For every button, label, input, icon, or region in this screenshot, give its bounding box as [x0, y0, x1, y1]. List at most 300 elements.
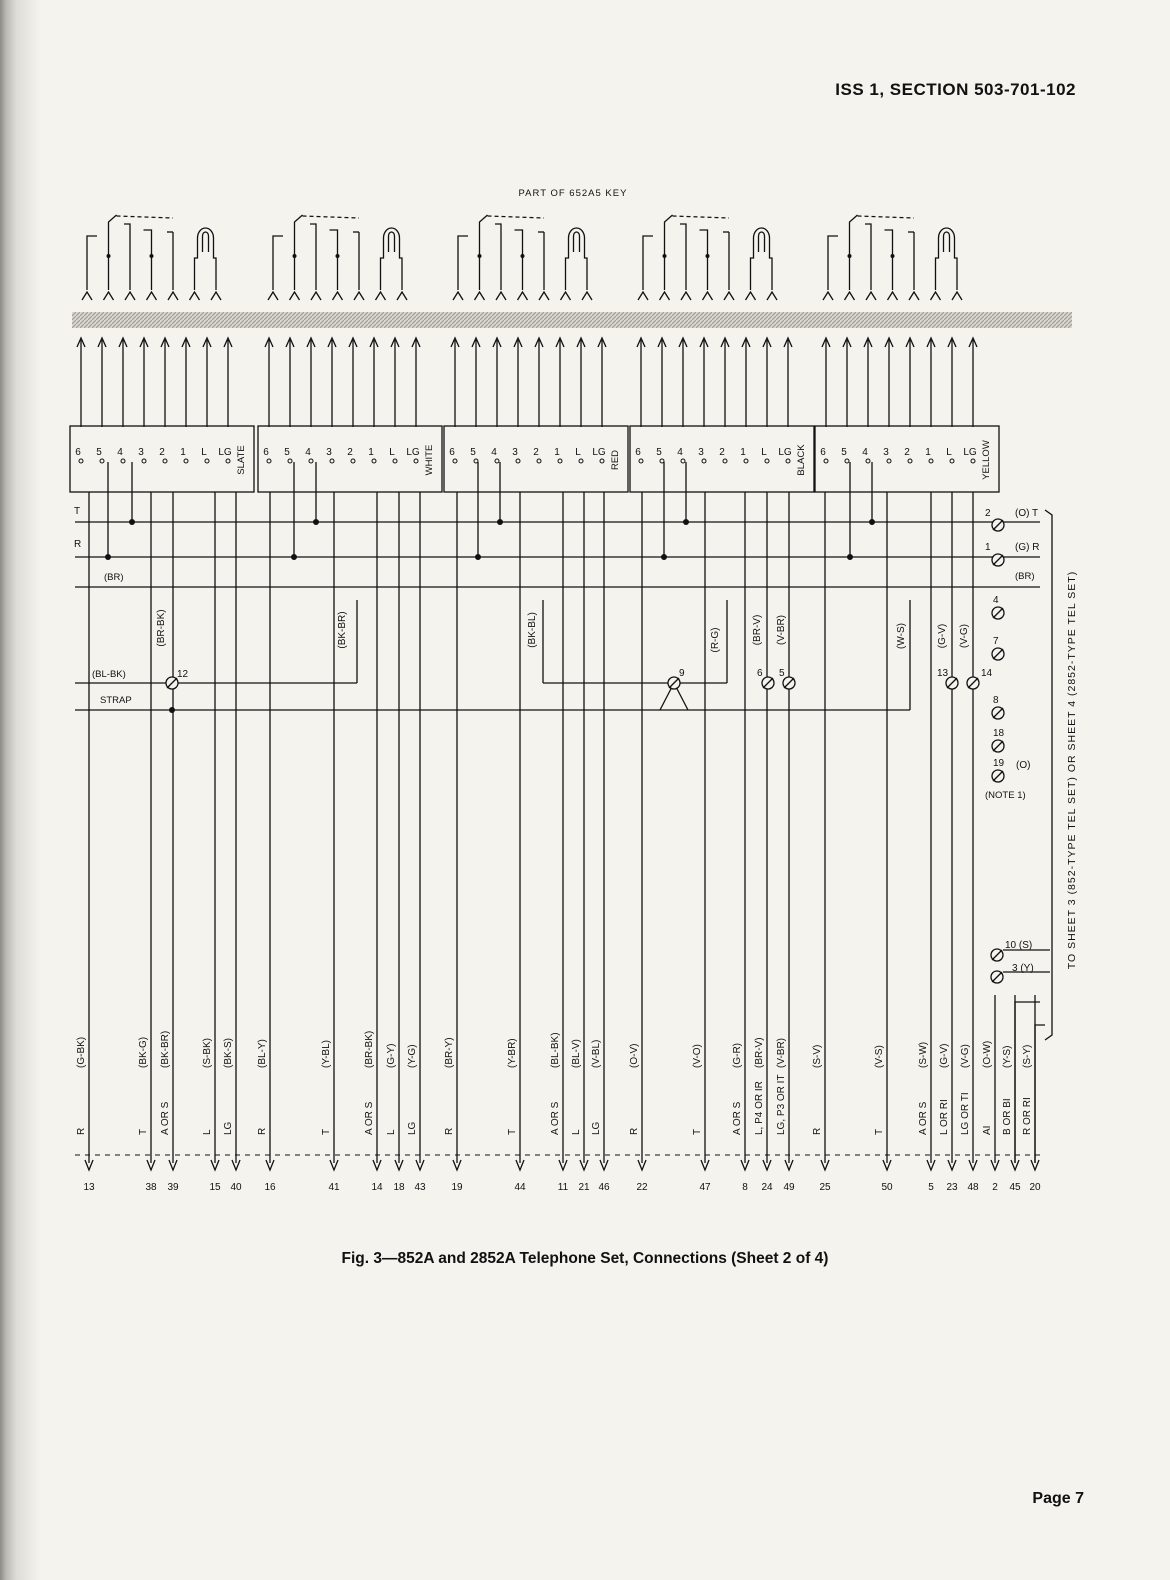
- post-label: 14: [981, 668, 993, 679]
- spring-contact-dot: [336, 254, 340, 258]
- key-actuator-dashed: [488, 216, 545, 218]
- post-label: 10 (S): [1005, 940, 1033, 951]
- terminal-number: 3: [883, 447, 889, 458]
- terminal-number: 1: [368, 447, 374, 458]
- wire-color-label: (S-V): [812, 1044, 823, 1068]
- bus-label-r: R: [74, 539, 82, 550]
- terminal-number: 2: [904, 447, 910, 458]
- wire-color-label: (BK-G): [138, 1036, 149, 1068]
- key-spring: [124, 224, 130, 290]
- terminal-number: 5: [96, 447, 102, 458]
- terminal-number: 6: [635, 447, 641, 458]
- terminal-number: L: [201, 447, 207, 458]
- wire-color-label: (Y-G): [407, 1044, 418, 1068]
- lamp-filament: [759, 232, 765, 252]
- wire-lead-label: LG: [407, 1121, 418, 1135]
- wire-number: 23: [946, 1182, 958, 1193]
- terminal-number: 3: [698, 447, 704, 458]
- terminal-number: LG: [778, 447, 792, 458]
- post-label: 4: [993, 595, 999, 606]
- terminal-lug: [163, 459, 167, 463]
- wire-lead-label: A OR S: [364, 1101, 375, 1135]
- terminal-number: L: [946, 447, 952, 458]
- wire-color-label: (S-Y): [1022, 1044, 1033, 1068]
- wire-number: 41: [328, 1182, 340, 1193]
- wire-lead-label: L: [202, 1129, 213, 1135]
- wire-lead-label: B OR BI: [1002, 1098, 1013, 1135]
- key-actuator-dashed: [673, 216, 730, 218]
- wire-color-label: (V-O): [692, 1044, 703, 1068]
- terminal-block: [630, 426, 814, 492]
- wire-color-label: (Y-S): [1002, 1045, 1013, 1068]
- wire-lead-label: A OR S: [918, 1101, 929, 1135]
- terminal-chevron: [888, 292, 898, 300]
- wire-color-label: (BL-V): [571, 1039, 582, 1068]
- terminal-lug: [309, 459, 313, 463]
- wire-color-label: (BL-Y): [257, 1039, 268, 1068]
- terminal-number: LG: [406, 447, 420, 458]
- wire-color-label: (V-BR): [776, 1038, 787, 1068]
- terminal-lug: [765, 459, 769, 463]
- terminal-lug: [330, 459, 334, 463]
- terminal-chevron: [746, 292, 756, 300]
- bus-label-gr: (G) R: [1015, 542, 1040, 553]
- terminal-chevron: [354, 292, 364, 300]
- terminal-number: 5: [284, 447, 290, 458]
- terminal-number: 6: [263, 447, 269, 458]
- wire-lead-label: LG, P3 OR IT: [776, 1074, 787, 1135]
- key-spring: [458, 236, 468, 290]
- terminal-block: [70, 426, 254, 492]
- key-spring: [495, 224, 501, 290]
- wire-lead-label: A OR S: [732, 1101, 743, 1135]
- terminal-blocks: [70, 338, 999, 492]
- wire-number: 20: [1029, 1182, 1041, 1193]
- spring-contact-dot: [663, 254, 667, 258]
- terminal-lug: [393, 459, 397, 463]
- key-actuator-dashed: [858, 216, 915, 218]
- wire-number: 40: [230, 1182, 242, 1193]
- terminal-number: 6: [820, 447, 826, 458]
- lamp-filament: [944, 232, 950, 252]
- terminal-number: 4: [305, 447, 311, 458]
- terminal-lug: [908, 459, 912, 463]
- terminal-number: 3: [326, 447, 332, 458]
- terminal-block: [444, 426, 628, 492]
- wire-color-label: (G-R): [732, 1043, 743, 1068]
- wire-number: 43: [414, 1182, 426, 1193]
- bus-terminal-1: 1: [985, 542, 991, 553]
- terminal-number: L: [575, 447, 581, 458]
- spring-contact-dot: [107, 254, 111, 258]
- terminal-number: 5: [470, 447, 476, 458]
- terminal-number: 4: [677, 447, 683, 458]
- key-spring: [865, 224, 871, 290]
- wire-lead-label: R: [444, 1127, 455, 1135]
- terminal-lug: [887, 459, 891, 463]
- strip-color-label: YELLOW: [981, 440, 992, 480]
- lamp-filament: [389, 232, 395, 252]
- terminal-chevron: [475, 292, 485, 300]
- terminal-chevron: [931, 292, 941, 300]
- terminal-lug: [495, 459, 499, 463]
- key-spring: [109, 215, 117, 290]
- lamp-icon: [751, 228, 773, 290]
- spring-contact-dot: [848, 254, 852, 258]
- mid-wire-label: (V-BR): [776, 615, 787, 645]
- terminal-lug: [537, 459, 541, 463]
- wire-lead-label: AI: [982, 1125, 993, 1135]
- terminal-chevron: [561, 292, 571, 300]
- terminal-lug: [142, 459, 146, 463]
- post-label: 19: [993, 758, 1005, 769]
- terminal-lug: [866, 459, 870, 463]
- key-spring: [885, 230, 893, 290]
- terminal-block: [815, 426, 999, 492]
- terminal-number: LG: [963, 447, 977, 458]
- terminal-number: LG: [218, 447, 232, 458]
- terminal-chevron: [909, 292, 919, 300]
- page-number: Page 7: [1032, 1490, 1084, 1507]
- wire-lead-label: T: [138, 1128, 149, 1135]
- terminal-lug: [516, 459, 520, 463]
- wire-number: 38: [145, 1182, 157, 1193]
- terminal-number: 4: [491, 447, 497, 458]
- key-spring: [87, 236, 97, 290]
- spring-contact-dot: [521, 254, 525, 258]
- wire-labels: [76, 609, 1041, 1193]
- wire-number: 8: [742, 1182, 748, 1193]
- terminal-lug: [950, 459, 954, 463]
- wire-color-label: (G-Y): [386, 1043, 397, 1068]
- terminal-number: 2: [159, 447, 165, 458]
- terminal-lug: [639, 459, 643, 463]
- wire-number: 13: [83, 1182, 95, 1193]
- key-spring: [480, 215, 488, 290]
- post-label: 18: [993, 728, 1005, 739]
- section-header: ISS 1, SECTION 503-701-102: [835, 80, 1076, 99]
- key-label: PART OF 652A5 KEY: [518, 188, 628, 199]
- side-bracket: [1045, 510, 1052, 1040]
- terminal-chevron: [582, 292, 592, 300]
- terminal-lug: [184, 459, 188, 463]
- mid-wire-label: (G-V): [937, 623, 948, 649]
- post-label: 12: [177, 669, 189, 680]
- terminal-number: 3: [138, 447, 144, 458]
- wire-number: 45: [1009, 1182, 1021, 1193]
- wire-lead-label: R OR RI: [1022, 1097, 1033, 1135]
- terminal-chevron: [518, 292, 528, 300]
- wire-color-label: (BL-BK): [550, 1032, 561, 1068]
- key-spring: [680, 224, 686, 290]
- terminal-chevron: [397, 292, 407, 300]
- wire-number: 44: [514, 1182, 526, 1193]
- wire-color-label: (BK-S): [223, 1038, 234, 1068]
- terminal-number: 2: [719, 447, 725, 458]
- terminal-number: 2: [533, 447, 539, 458]
- bus-label-br: (BR): [104, 572, 124, 583]
- terminal-lug: [600, 459, 604, 463]
- terminal-block: [258, 426, 442, 492]
- wire-lead-label: L OR RI: [939, 1099, 950, 1135]
- bus-label-br-right: (BR): [1015, 571, 1035, 582]
- terminal-lug: [723, 459, 727, 463]
- lamp-filament: [203, 232, 209, 252]
- key-spring: [665, 215, 673, 290]
- key-spring: [828, 236, 838, 290]
- post-label: 6: [757, 668, 763, 679]
- spring-contact-dot: [150, 254, 154, 258]
- spring-contact-dot: [891, 254, 895, 258]
- key-spring: [273, 236, 283, 290]
- terminal-lug: [579, 459, 583, 463]
- note-1-label: (NOTE 1): [985, 790, 1026, 801]
- post-lead: [1035, 1025, 1045, 1163]
- wire-color-label: (Y-BL): [321, 1040, 332, 1068]
- terminal-number: 2: [347, 447, 353, 458]
- strip-color-label: RED: [610, 449, 621, 471]
- terminal-chevron: [952, 292, 962, 300]
- terminal-lug: [372, 459, 376, 463]
- terminal-lug: [414, 459, 418, 463]
- terminal-number: 5: [841, 447, 847, 458]
- key-frame-hatch: [72, 312, 1072, 328]
- terminal-lug: [100, 459, 104, 463]
- key-spring: [700, 230, 708, 290]
- mid-wire-label: (R-G): [710, 627, 721, 653]
- wire-color-label: (G-BK): [76, 1036, 87, 1068]
- lamp-filament: [574, 232, 580, 252]
- terminal-chevron: [311, 292, 321, 300]
- terminal-chevron: [823, 292, 833, 300]
- lamp-icon: [381, 228, 403, 290]
- wire-number: 2: [992, 1182, 998, 1193]
- wire-number: 16: [264, 1182, 276, 1193]
- mid-wire-label: (BK-BL): [527, 612, 538, 648]
- wire-color-label: (S-BK): [202, 1038, 213, 1068]
- strip-color-label: WHITE: [424, 444, 435, 476]
- mid-wire-label: (V-G): [959, 624, 970, 648]
- terminal-chevron: [290, 292, 300, 300]
- wire-lead-label: T: [321, 1128, 332, 1135]
- terminal-chevron: [496, 292, 506, 300]
- terminal-lug: [744, 459, 748, 463]
- terminal-lug: [929, 459, 933, 463]
- terminal-number: 1: [554, 447, 560, 458]
- terminal-lug: [267, 459, 271, 463]
- lamp-icon: [936, 228, 958, 290]
- strap-label: STRAP: [100, 695, 132, 706]
- post-label: 7: [993, 636, 999, 647]
- terminal-lug: [79, 459, 83, 463]
- wire-number: 47: [699, 1182, 711, 1193]
- terminal-number: 3: [512, 447, 518, 458]
- terminal-lug: [824, 459, 828, 463]
- terminal-chevron: [211, 292, 221, 300]
- terminal-number: 4: [862, 447, 868, 458]
- terminal-number: 6: [75, 447, 81, 458]
- spring-contact-dot: [706, 254, 710, 258]
- terminal-chevron: [767, 292, 777, 300]
- wire-lead-label: T: [507, 1128, 518, 1135]
- terminal-lug: [681, 459, 685, 463]
- terminal-chevron: [866, 292, 876, 300]
- terminal-lug: [558, 459, 562, 463]
- mid-wire-label: (BK-BR): [337, 611, 348, 649]
- wire-number: 46: [598, 1182, 610, 1193]
- wire-color-label: (BR-BK): [364, 1030, 375, 1068]
- post-tag-o: (O): [1016, 760, 1031, 771]
- key-spring: [330, 230, 338, 290]
- strip-color-label: BLACK: [796, 444, 807, 476]
- wire-color-label: (O-W): [982, 1040, 993, 1068]
- wire-number: 25: [819, 1182, 831, 1193]
- wire-color-label: (BR-Y): [444, 1037, 455, 1068]
- wire-lead-label: R: [629, 1127, 640, 1135]
- mid-wire-label: (BR-V): [752, 614, 763, 646]
- wire-lead-label: R: [812, 1127, 823, 1135]
- wire-number: 24: [761, 1182, 773, 1193]
- terminal-lug: [845, 459, 849, 463]
- wire-lead-label: A OR S: [160, 1101, 171, 1135]
- wire-color-label: (V-S): [874, 1045, 885, 1068]
- lamp-icon: [566, 228, 588, 290]
- wire-number: 14: [371, 1182, 383, 1193]
- terminal-chevron: [660, 292, 670, 300]
- post-label: 13: [937, 668, 949, 679]
- key-spring: [144, 230, 152, 290]
- spring-contact-dot: [478, 254, 482, 258]
- terminal-chevron: [168, 292, 178, 300]
- terminal-lug: [205, 459, 209, 463]
- terminal-chevron: [82, 292, 92, 300]
- key-spring: [310, 224, 316, 290]
- terminal-number: 1: [180, 447, 186, 458]
- side-note: TO SHEET 3 (852-TYPE TEL SET) OR SHEET 4 (2852-TYPE TEL SET): [1066, 570, 1078, 970]
- terminal-number: 4: [117, 447, 123, 458]
- post-label: 8: [993, 695, 999, 706]
- post-label: 5: [779, 668, 785, 679]
- key-actuator-dashed: [117, 216, 174, 218]
- wire-number: 48: [967, 1182, 979, 1193]
- wire-lead-label: R: [76, 1127, 87, 1135]
- terminal-chevron: [724, 292, 734, 300]
- wire-number: 11: [557, 1182, 569, 1193]
- terminal-chevron: [681, 292, 691, 300]
- bus-lines: [74, 462, 1040, 713]
- wire-lead-label: A OR S: [550, 1101, 561, 1135]
- wire-number: 22: [636, 1182, 648, 1193]
- terminal-chevron: [845, 292, 855, 300]
- wire-number: 18: [393, 1182, 405, 1193]
- key-spring: [643, 236, 653, 290]
- terminal-number: 5: [656, 447, 662, 458]
- terminal-chevron: [190, 292, 200, 300]
- terminal-chevron: [268, 292, 278, 300]
- wire-number: 50: [881, 1182, 893, 1193]
- terminal-chevron: [453, 292, 463, 300]
- key-spring: [850, 215, 858, 290]
- wire-color-label: (V-BL): [591, 1039, 602, 1068]
- lamp-icon: [195, 228, 217, 290]
- wire-number: 49: [783, 1182, 795, 1193]
- terminal-lug: [453, 459, 457, 463]
- mid-wire-label: (W-S): [896, 623, 907, 649]
- wire-lead-label: L, P4 OR IR: [754, 1081, 765, 1135]
- wire-lead-label: LG OR TI: [960, 1092, 971, 1135]
- strap-label-bl-bk: (BL-BK): [92, 669, 126, 680]
- wire-lead-label: L: [571, 1129, 582, 1135]
- wire-number: 5: [928, 1182, 934, 1193]
- bus-label-t: T: [74, 506, 81, 517]
- wire-color-label: (G-V): [939, 1043, 950, 1068]
- terminal-chevron: [147, 292, 157, 300]
- bus-terminal-2: 2: [985, 508, 991, 519]
- wire-number: 15: [209, 1182, 221, 1193]
- wire-color-label: (BR-V): [754, 1037, 765, 1068]
- terminal-number: LG: [592, 447, 606, 458]
- post-lead: [1015, 1002, 1040, 1163]
- terminal-lug: [121, 459, 125, 463]
- terminal-lug: [288, 459, 292, 463]
- wire-number: 39: [167, 1182, 179, 1193]
- terminal-number: 6: [449, 447, 455, 458]
- terminal-lug: [971, 459, 975, 463]
- terminal-lug: [702, 459, 706, 463]
- post-label: 3 (Y): [1012, 963, 1034, 974]
- wire-lead-label: LG: [223, 1121, 234, 1135]
- post-label: 9: [679, 668, 685, 679]
- wire-lead-label: LG: [591, 1121, 602, 1135]
- wire-color-label: (V-G): [960, 1044, 971, 1068]
- wire-color-label: (S-W): [918, 1041, 929, 1068]
- bus-label-ot: (O) T: [1015, 508, 1039, 519]
- spring-contact-dot: [293, 254, 297, 258]
- terminal-lug: [786, 459, 790, 463]
- terminal-number: L: [761, 447, 767, 458]
- terminal-chevron: [539, 292, 549, 300]
- wire-color-label: (BK-BR): [160, 1030, 171, 1068]
- wire-lead-label: L: [386, 1129, 397, 1135]
- terminal-chevron: [376, 292, 386, 300]
- strip-color-label: SLATE: [236, 445, 247, 475]
- figure-caption: Fig. 3—852A and 2852A Telephone Set, Connections (Sheet 2 of 4): [341, 1250, 829, 1267]
- wire-color-label: (O-V): [629, 1043, 640, 1068]
- wire-lead-label: R: [257, 1127, 268, 1135]
- terminal-chevron: [703, 292, 713, 300]
- wire-number: 19: [451, 1182, 463, 1193]
- terminal-number: 1: [740, 447, 746, 458]
- terminal-chevron: [125, 292, 135, 300]
- key-actuator-dashed: [303, 216, 360, 218]
- junction-dot: [169, 707, 175, 713]
- wire-color-label: (Y-BR): [507, 1038, 518, 1068]
- key-spring: [295, 215, 303, 290]
- terminal-chevron: [333, 292, 343, 300]
- terminal-lug: [226, 459, 230, 463]
- terminal-chevron: [638, 292, 648, 300]
- key-units: [82, 215, 962, 300]
- terminal-number: L: [389, 447, 395, 458]
- wire-lead-label: T: [874, 1128, 885, 1135]
- terminal-number: 1: [925, 447, 931, 458]
- terminal-chevron: [104, 292, 114, 300]
- terminal-lug: [351, 459, 355, 463]
- wire-number: 21: [578, 1182, 590, 1193]
- wire-lead-label: T: [692, 1128, 703, 1135]
- mid-wire-label: (BR-BK): [156, 609, 167, 647]
- key-spring: [515, 230, 523, 290]
